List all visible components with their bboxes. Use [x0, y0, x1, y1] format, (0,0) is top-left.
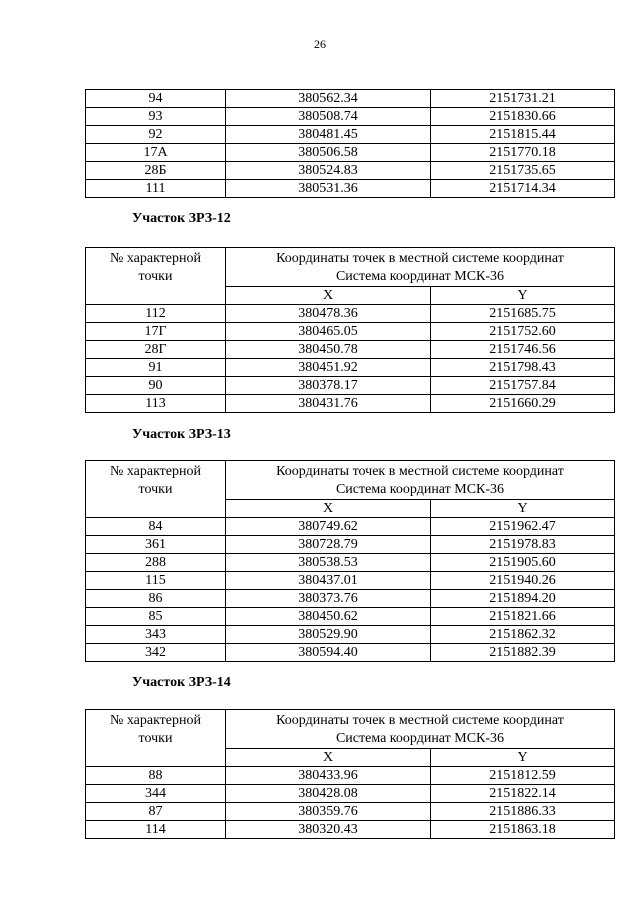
table-row — [86, 803, 615, 821]
coordinates-table-zrz-14 — [85, 709, 615, 839]
coords-header-line1: Координаты точек в местной системе координат — [276, 251, 564, 266]
coords-header-line2: Система координат МСК-36 — [335, 731, 505, 746]
x-coordinate-cell: 380359.76 — [226, 803, 431, 821]
table-row — [86, 572, 615, 590]
x-coordinate-cell: 380431.76 — [226, 395, 431, 413]
point-header-line1: № характерной — [109, 251, 202, 266]
point-header-line1: № характерной — [109, 464, 202, 479]
x-coordinate-cell: 380433.96 — [226, 767, 431, 785]
x-coordinate-cell: 380506.58 — [226, 144, 431, 162]
point-number-cell: 84 — [86, 518, 226, 536]
y-coordinate-cell: 2151735.65 — [431, 162, 615, 180]
coordinates-table-continued — [85, 89, 615, 198]
x-coordinate-cell: 380465.05 — [226, 323, 431, 341]
point-number-header — [86, 248, 226, 305]
table-row — [86, 536, 615, 554]
x-coordinate-cell: 380594.40 — [226, 644, 431, 662]
y-coordinate-cell: 2151894.20 — [431, 590, 615, 608]
point-number-cell: 17А — [86, 144, 226, 162]
table-row — [86, 785, 615, 803]
x-coordinate-cell: 380531.36 — [226, 180, 431, 198]
point-header-line1: № характерной — [109, 713, 202, 728]
table-row — [86, 644, 615, 662]
x-coordinate-cell: 380728.79 — [226, 536, 431, 554]
coords-header-line1: Координаты точек в местной системе координат — [276, 713, 564, 728]
y-coordinate-cell: 2151862.32 — [431, 626, 615, 644]
y-coordinate-cell: 2151978.83 — [431, 536, 615, 554]
y-coordinate-cell: 2151905.60 — [431, 554, 615, 572]
table-row — [86, 341, 615, 359]
point-number-header — [86, 461, 226, 518]
table-header — [86, 710, 615, 767]
table-row — [86, 518, 615, 536]
table-row — [86, 108, 615, 126]
point-number-cell: 91 — [86, 359, 226, 377]
table-row — [86, 626, 615, 644]
y-column-header: Y — [431, 749, 615, 767]
section-title-zrz-12: Участок ЗРЗ-12 — [132, 211, 231, 226]
point-number-header — [86, 710, 226, 767]
x-coordinate-cell: 380373.76 — [226, 590, 431, 608]
y-coordinate-cell: 2151863.18 — [431, 821, 615, 839]
section-title-zrz-13: Участок ЗРЗ-13 — [132, 427, 231, 442]
section-title-zrz-14: Участок ЗРЗ-14 — [132, 675, 231, 690]
coordinates-header — [226, 710, 615, 749]
point-number-cell: 342 — [86, 644, 226, 662]
point-number-cell: 92 — [86, 126, 226, 144]
point-number-cell: 86 — [86, 590, 226, 608]
x-coordinate-cell: 380450.78 — [226, 341, 431, 359]
x-coordinate-cell: 380529.90 — [226, 626, 431, 644]
y-coordinate-cell: 2151746.56 — [431, 341, 615, 359]
table-row — [86, 305, 615, 323]
x-coordinate-cell: 380481.45 — [226, 126, 431, 144]
table-row — [86, 162, 615, 180]
point-number-cell: 343 — [86, 626, 226, 644]
table-header — [86, 248, 615, 305]
point-number-cell: 94 — [86, 90, 226, 108]
table-row — [86, 323, 615, 341]
coordinates-header — [226, 248, 615, 287]
point-number-cell: 28Г — [86, 341, 226, 359]
table-row — [86, 608, 615, 626]
x-coordinate-cell: 380749.62 — [226, 518, 431, 536]
point-number-cell: 28Б — [86, 162, 226, 180]
x-coordinate-cell: 380478.36 — [226, 305, 431, 323]
page-number: 26 — [314, 37, 326, 51]
y-column-header: Y — [431, 287, 615, 305]
x-coordinate-cell: 380428.08 — [226, 785, 431, 803]
point-number-cell: 113 — [86, 395, 226, 413]
x-coordinate-cell: 380524.83 — [226, 162, 431, 180]
coordinates-table-zrz-12 — [85, 247, 615, 413]
point-number-cell: 90 — [86, 377, 226, 395]
point-number-cell: 115 — [86, 572, 226, 590]
point-number-cell: 288 — [86, 554, 226, 572]
y-coordinate-cell: 2151798.43 — [431, 359, 615, 377]
y-coordinate-cell: 2151812.59 — [431, 767, 615, 785]
y-coordinate-cell: 2151940.26 — [431, 572, 615, 590]
table-row — [86, 180, 615, 198]
x-coordinate-cell: 380320.43 — [226, 821, 431, 839]
y-coordinate-cell: 2151821.66 — [431, 608, 615, 626]
table-row — [86, 767, 615, 785]
table-row — [86, 554, 615, 572]
table-row — [86, 821, 615, 839]
table-row — [86, 590, 615, 608]
table-row — [86, 395, 615, 413]
x-coordinate-cell: 380538.53 — [226, 554, 431, 572]
y-coordinate-cell: 2151752.60 — [431, 323, 615, 341]
table-row — [86, 126, 615, 144]
point-number-cell: 93 — [86, 108, 226, 126]
table-header — [86, 461, 615, 518]
y-coordinate-cell: 2151815.44 — [431, 126, 615, 144]
y-coordinate-cell: 2151731.21 — [431, 90, 615, 108]
point-header-line2: точки — [138, 482, 173, 497]
table-row — [86, 377, 615, 395]
y-coordinate-cell: 2151714.34 — [431, 180, 615, 198]
coords-header-line2: Система координат МСК-36 — [335, 482, 505, 497]
x-column-header: X — [226, 749, 431, 767]
table-row — [86, 144, 615, 162]
x-column-header: X — [226, 287, 431, 305]
coords-header-line1: Координаты точек в местной системе координат — [276, 464, 564, 479]
x-coordinate-cell: 380508.74 — [226, 108, 431, 126]
x-coordinate-cell: 380562.34 — [226, 90, 431, 108]
point-number-cell: 17Г — [86, 323, 226, 341]
x-coordinate-cell: 380437.01 — [226, 572, 431, 590]
table-row — [86, 90, 615, 108]
x-coordinate-cell: 380451.92 — [226, 359, 431, 377]
point-number-cell: 361 — [86, 536, 226, 554]
point-number-cell: 344 — [86, 785, 226, 803]
y-coordinate-cell: 2151882.39 — [431, 644, 615, 662]
y-coordinate-cell: 2151660.29 — [431, 395, 615, 413]
coordinates-header — [226, 461, 615, 500]
point-number-cell: 111 — [86, 180, 226, 198]
point-number-cell: 87 — [86, 803, 226, 821]
coords-header-line2: Система координат МСК-36 — [335, 269, 505, 284]
y-coordinate-cell: 2151830.66 — [431, 108, 615, 126]
y-coordinate-cell: 2151822.14 — [431, 785, 615, 803]
y-coordinate-cell: 2151962.47 — [431, 518, 615, 536]
table-row — [86, 359, 615, 377]
point-header-line2: точки — [138, 731, 173, 746]
x-coordinate-cell: 380450.62 — [226, 608, 431, 626]
point-number-cell: 88 — [86, 767, 226, 785]
point-number-cell: 85 — [86, 608, 226, 626]
y-coordinate-cell: 2151685.75 — [431, 305, 615, 323]
point-number-cell: 114 — [86, 821, 226, 839]
x-coordinate-cell: 380378.17 — [226, 377, 431, 395]
y-coordinate-cell: 2151886.33 — [431, 803, 615, 821]
y-coordinate-cell: 2151757.84 — [431, 377, 615, 395]
y-column-header: Y — [431, 500, 615, 518]
point-number-cell: 112 — [86, 305, 226, 323]
coordinates-table-zrz-13 — [85, 460, 615, 662]
y-coordinate-cell: 2151770.18 — [431, 144, 615, 162]
point-header-line2: точки — [138, 269, 173, 284]
x-column-header: X — [226, 500, 431, 518]
